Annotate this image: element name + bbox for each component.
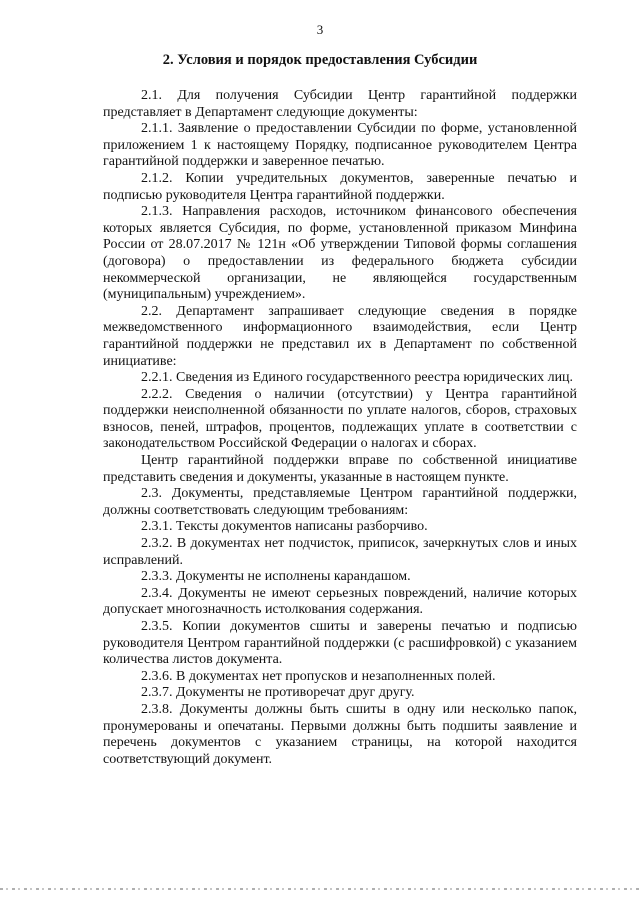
paragraph-2-3-6: 2.3.6. В документах нет пропусков и незаполненных полей. [141, 668, 496, 684]
paragraph-2-2-2: 2.2.2. Сведения о наличии (отсутствии) у Центра гарантийной поддержки неисполненной обязанности по уплате налогов, сборов, страховых взносов, пеней, штрафов, процентов, подлежащих уплате в соответствии с законодательством Российской Федерации о налогах и сборах. [103, 386, 577, 452]
paragraph-2-3-4: 2.3.4. Документы не имеют серьезных повреждений, наличие которых допускает многозначность истолкования содержания. [103, 585, 577, 618]
paragraph-2-3-3: 2.3.3. Документы не исполнены карандашом. [141, 569, 411, 585]
paragraph-2-1-1: 2.1.1. Заявление о предоставлении Субсидии по форме, установленной приложением 1 к настоящему Порядку, подписанное руководителем Центра гарантийной поддержки и заверенное печатью. [103, 121, 577, 170]
paragraph-initiative: Центр гарантийной поддержки вправе по собственной инициативе представить сведения и документы, указанные в настоящем пункте. [103, 453, 577, 485]
section-body [103, 88, 577, 768]
paragraph-2-3-7: 2.3.7. Документы не противоречат друг другу. [141, 685, 415, 701]
section-heading: 2. Условия и порядок предоставления Субсидии [162, 52, 478, 68]
paragraph-2-1: 2.1. Для получения Субсидии Центр гарантийной поддержки представляет в Департамент следующие документы: [103, 88, 577, 120]
paragraph-2-2: 2.2. Департамент запрашивает следующие сведения в порядке межведомственного информационного взаимодействия, если Центр гарантийной поддержки не представил их в Департамент по собственной инициативе: [103, 303, 577, 369]
paragraph-2-3-2: 2.3.2. В документах нет подчисток, приписок, зачеркнутых слов и иных исправлений. [103, 536, 577, 568]
scan-artifact-line [0, 888, 640, 890]
paragraph-2-3-5: 2.3.5. Копии документов сшиты и заверены печатью и подписью руководителя Центром гарантийной поддержки (с расшифровкой) с указанием количества листов документа. [103, 619, 577, 668]
paragraph-2-3-1: 2.3.1. Тексты документов написаны разборчиво. [141, 519, 428, 535]
paragraph-2-3: 2.3. Документы, представляемые Центром гарантийной поддержки, должны соответствовать следующим требованиям: [103, 486, 577, 518]
paragraph-2-2-1: 2.2.1. Сведения из Единого государственного реестра юридических лиц. [141, 370, 574, 386]
page-number: 3 [316, 22, 324, 37]
paragraph-2-3-8: 2.3.8. Документы должны быть сшиты в одну или несколько папок, пронумерованы и опечатаны. Первыми должны быть подшиты заявление и перечень документов с указанием страницы, на которой находится соответствующий документ. [103, 701, 577, 767]
paragraph-2-1-2: 2.1.2. Копии учредительных документов, заверенные печатью и подписью руководителя Центра гарантийной поддержки. [103, 170, 577, 203]
paragraph-2-1-3: 2.1.3. Направления расходов, источником финансового обеспечения которых является Субсидия, по форме, установленной приказом Минфина России от 28.07.2017 № 121н «Об утверждении Типовой формы соглашения (договора) о предоставлении из федерального бюджета субсидии некоммерческой организации, не являющейся государственным (муниципальным) учреждением». [103, 204, 577, 303]
